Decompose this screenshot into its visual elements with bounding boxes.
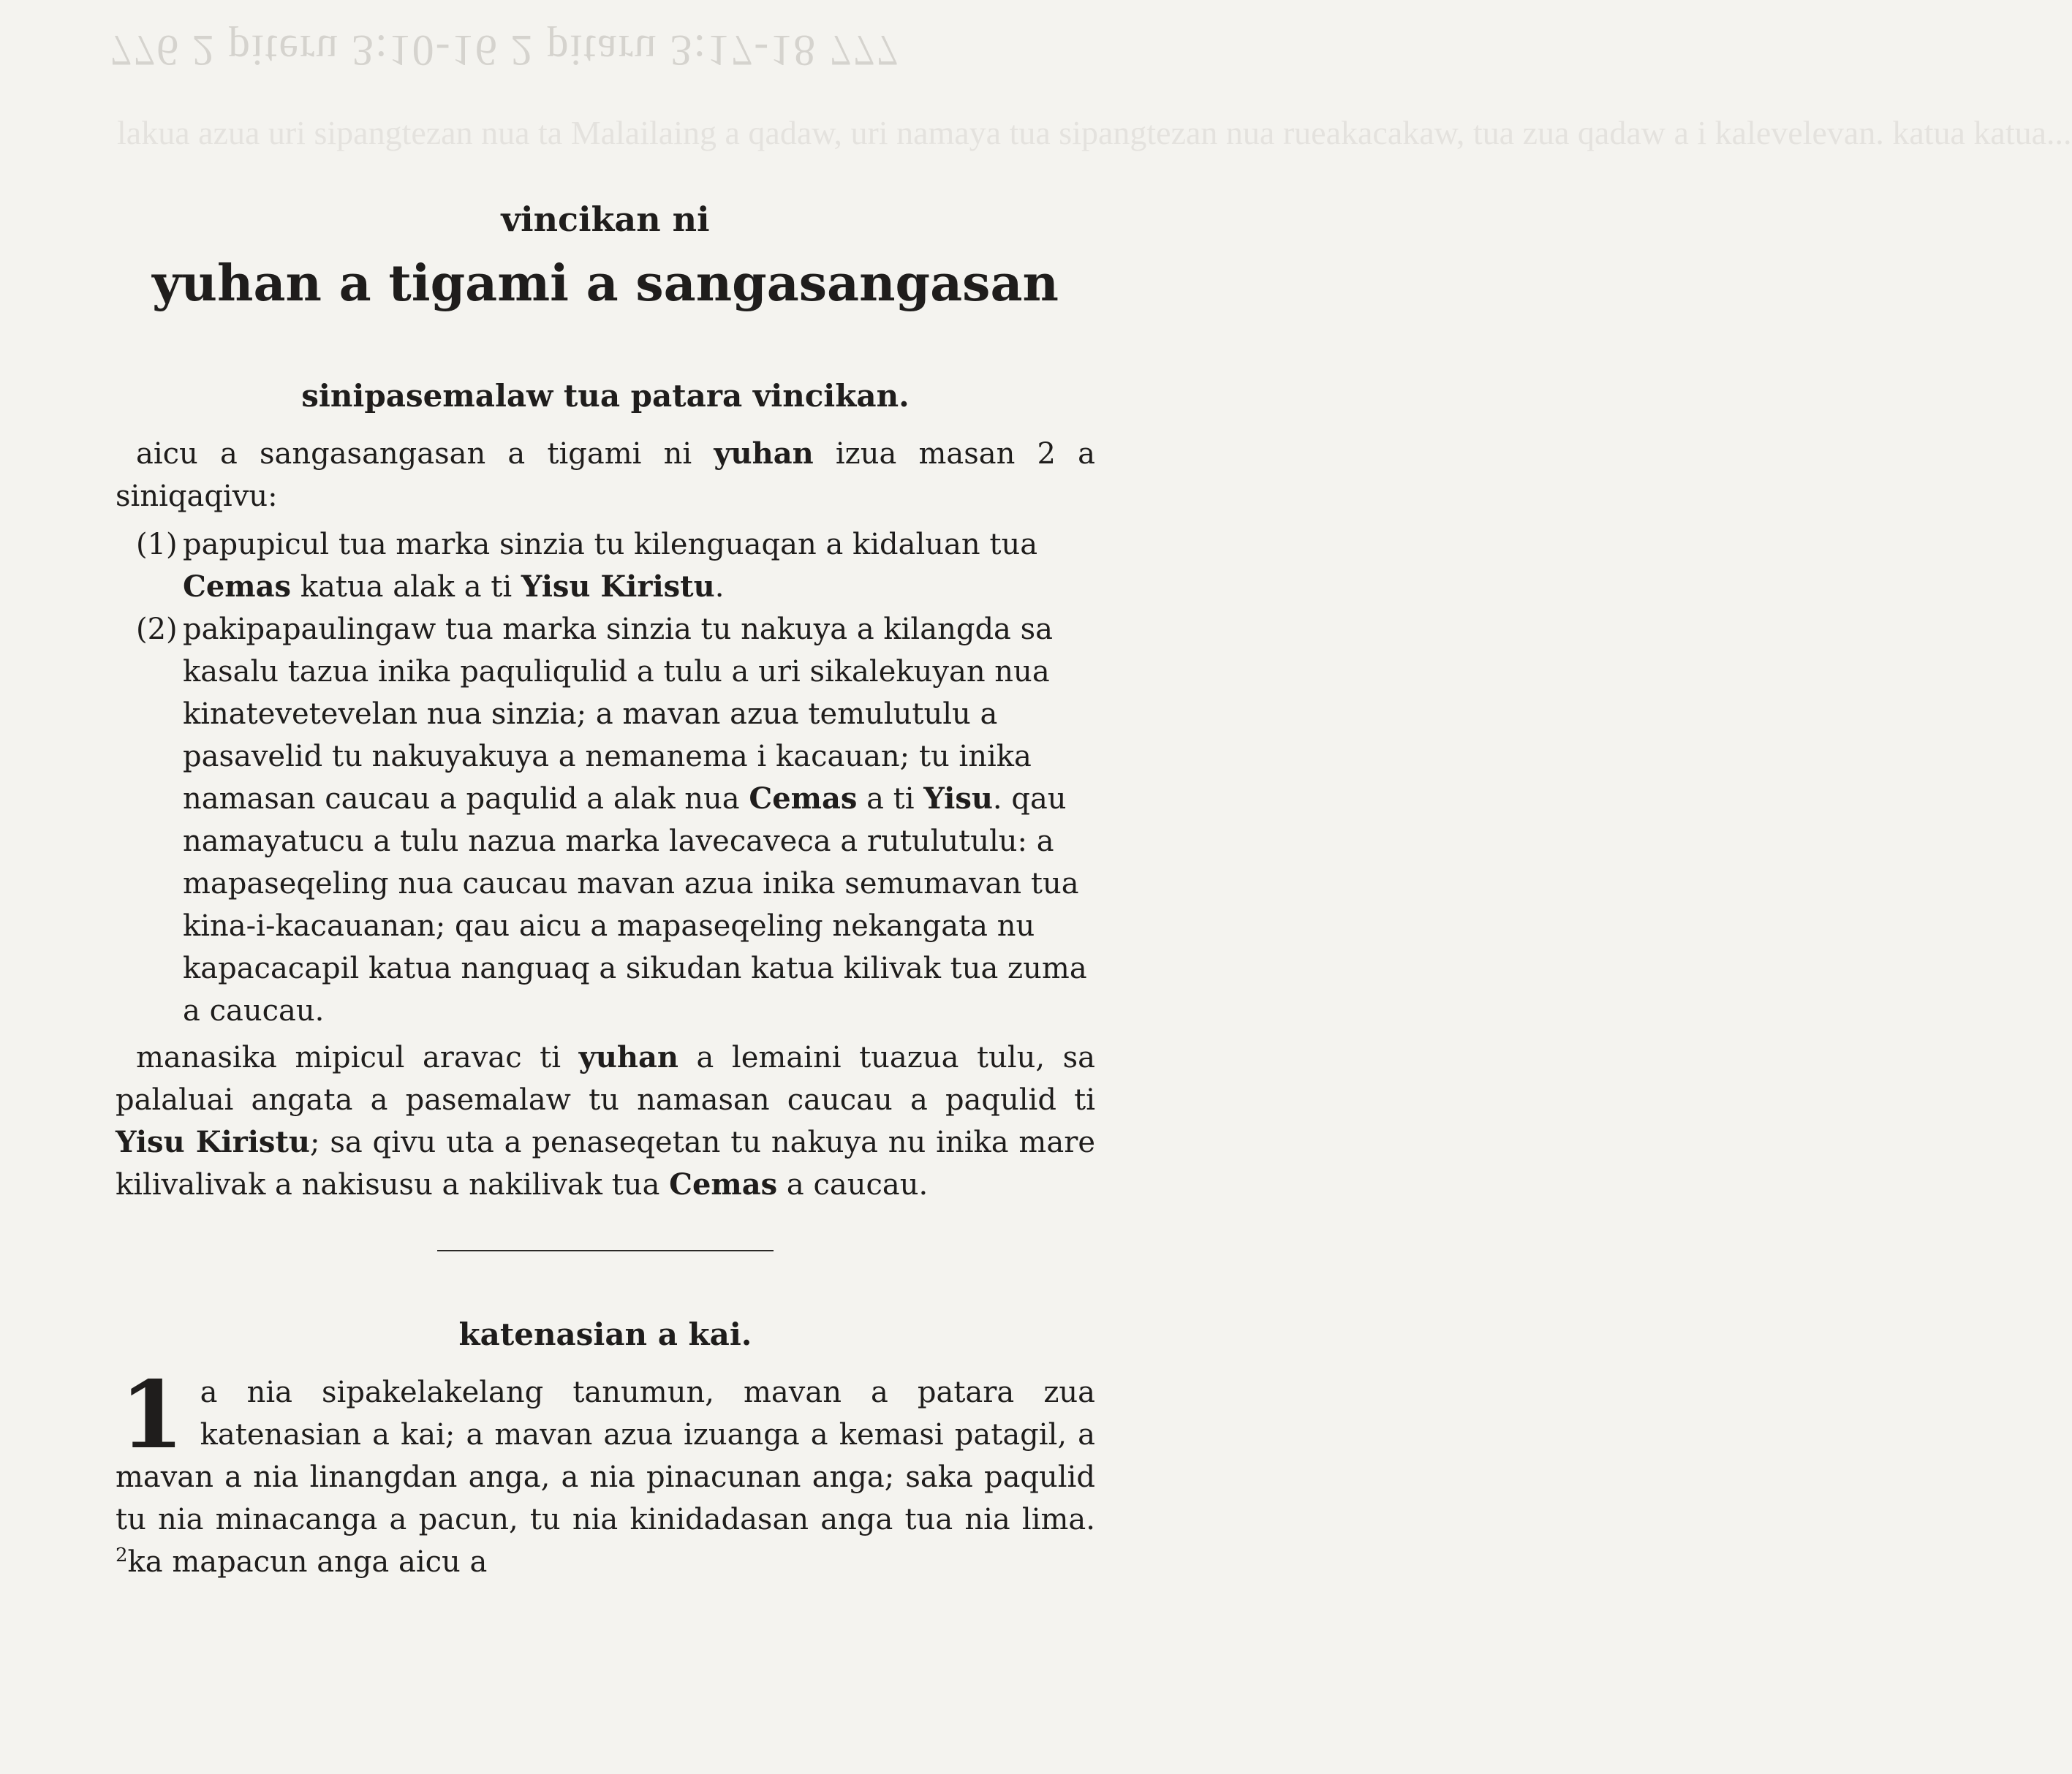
list-number: (1) bbox=[136, 528, 178, 561]
item-bold: Cemas bbox=[183, 569, 292, 604]
book-title: yuhan a tigami a sangasangasan bbox=[152, 254, 1059, 313]
item-text: pakipapaulingaw tua marka sinzia tu nakuya a kilangda sa kasalu tazua inika paquliqulid a tulu a uri sikalekuyan nua kinatevetevelan nua sinzia; a mavan azua temulutulu a pasavelid tu nakuyakuya a nemanema i kacauan; tu inika namasan caucau a paqulid a alak nua bbox=[183, 613, 1053, 816]
para-text: a lemaini tuazua tulu, sa palaluai angata a pasemalaw tu namasan caucau a paqulid ti bbox=[116, 1041, 1096, 1117]
intro-name: yuhan bbox=[714, 436, 814, 471]
list-item bbox=[116, 608, 1095, 1032]
verse-1-text: a nia sipakelakelang tanumun, mavan a patara zua katenasian a kai; a mavan azua izuanga a kemasi patagil, a mavan a nia linangdan anga, a nia pinacunan anga; saka paqulid tu nia minacanga a pacun, tu nia kinidadasan anga tua nia lima. bbox=[116, 1376, 1095, 1536]
bleed-through-header: 776 2 piteru 3:10-16 2 pitaru 3:17-18 777 bbox=[110, 26, 900, 75]
para-text: manasika mipicul aravac ti bbox=[136, 1041, 579, 1074]
item-bold: Yisu Kiristu bbox=[521, 569, 715, 604]
section-heading-intro: sinipasemalaw tua patara vincikan. bbox=[301, 378, 910, 414]
summary-paragraph bbox=[116, 1036, 1095, 1206]
item-bold: Cemas bbox=[749, 781, 858, 816]
para-bold: yuhan bbox=[578, 1040, 678, 1074]
verse-number: 2 bbox=[116, 1544, 128, 1566]
para-text: ; sa qivu uta a penaseqetan tu nakuya nu inika mare kilivalivak a nakisusu a nakilivak tua bbox=[116, 1126, 1095, 1202]
bleed-through-text: lakua azua uri sipangtezan nua ta Malailaing a qadaw, uri namaya tua sipangtezan nua rueakacakaw, tua zua qadaw a i kalevelevan. katua katua... bbox=[117, 114, 2072, 151]
item-text: . qau namayatucu a tulu nazua marka lavecaveca a rutulutulu: a mapaseqeling nua caucau mavan azua inika semumavan tua kina-i-kacauanan; qau aicu a mapaseqeling nekangata nu kapacacapil katua nanguaq a sikudan katua kilivak tua zuma a caucau. bbox=[183, 782, 1087, 1028]
intro-paragraph bbox=[116, 433, 1095, 518]
intro-text-a: aicu a sangasangasan a tigami ni bbox=[136, 437, 714, 471]
book-kicker: vincikan ni bbox=[501, 200, 710, 239]
para-bold: Cemas bbox=[669, 1167, 778, 1202]
item-text: a ti bbox=[857, 782, 924, 816]
section-heading-chapter: katenasian a kai. bbox=[458, 1316, 752, 1352]
intro-text-b: izua masan 2 a siniqaqivu: bbox=[116, 437, 1096, 513]
summary-list bbox=[116, 523, 1095, 1032]
item-text: papupicul tua marka sinzia tu kilenguaqan a kidaluan tua bbox=[183, 528, 1038, 561]
page-content bbox=[116, 197, 1095, 1583]
list-item bbox=[116, 523, 1095, 608]
verse-2-text: ka mapacun anga aicu a bbox=[127, 1545, 488, 1579]
item-text: katua alak a ti bbox=[291, 570, 521, 604]
chapter-1-text bbox=[116, 1361, 1095, 1583]
section-divider bbox=[437, 1250, 774, 1251]
item-text: . bbox=[714, 570, 725, 604]
item-bold: Yisu bbox=[923, 781, 993, 816]
para-bold: Yisu Kiristu bbox=[116, 1125, 311, 1159]
chapter-number: 1 bbox=[120, 1361, 184, 1469]
para-text: a caucau. bbox=[777, 1168, 929, 1202]
list-number: (2) bbox=[136, 613, 178, 646]
